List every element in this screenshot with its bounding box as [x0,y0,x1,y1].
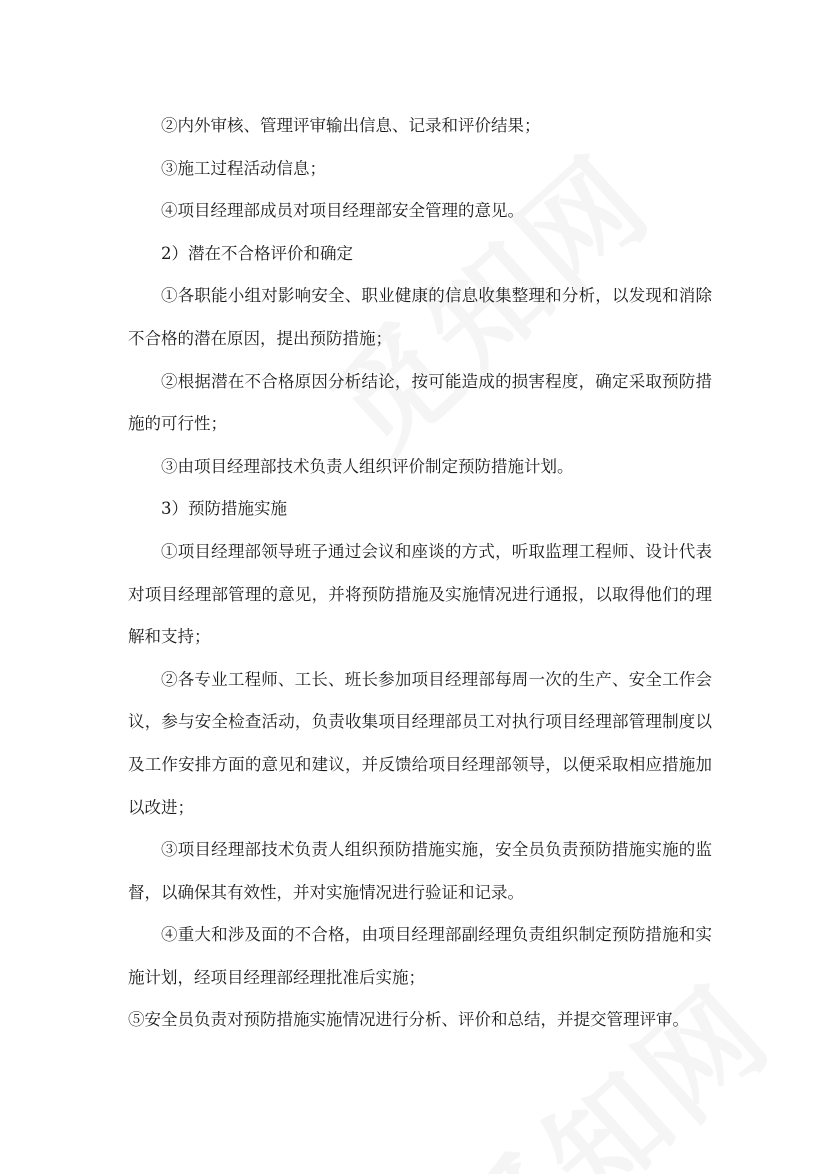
document-body [128,105,712,1042]
paragraph-member-opinions: ④项目经理部成员对项目经理部安全管理的意见。 [161,201,524,221]
paragraph-safety-officer-summary: ⑤安全员负责对预防措施实施情况进行分析、评价和总结，并提交管理评审。 [128,1010,689,1030]
paragraph-review-output: ②内外审核、管理评审输出信息、记录和评价结果； [161,116,541,135]
section-heading-implementation: 3）预防措施实施 [161,499,287,519]
paragraph-cause-analysis: ②根据潜在不合格原因分析结论，按可能造成的损害程度，确定采取预防措施的可行性； [128,371,712,434]
paragraph-construction-info: ③施工过程活动信息； [161,158,326,178]
paragraph-functional-groups: ①各职能小组对影响安全、职业健康的信息收集整理和分析，以发现和消除不合格的潜在原因，提出预防措施； [128,286,712,348]
section-heading-evaluation: 2）潜在不合格评价和确定 [161,243,353,263]
paragraph-major-nonconformity: ④重大和涉及面的不合格，由项目经理部副经理负责组织制定预防措施和实施计划，经项目经理部经理批准后实施； [128,925,712,987]
paragraph-leadership-meeting: ①项目经理部领导班子通过会议和座谈的方式，听取监理工程师、设计代表对项目经理部管理的意见，并将预防措施及实施情况进行通报，以取得他们的理解和支持； [128,541,712,647]
paragraph-technical-lead-plan: ③由项目经理部技术负责人组织评价制定预防措施计划。 [161,456,574,476]
paragraph-safety-supervision: ③项目经理部技术负责人组织预防措施实施，安全员负责预防措施实施的监督，以确保其有效性，并对实施情况进行验证和记录。 [128,840,712,902]
paragraph-engineers-feedback: ②各专业工程师、工长、班长参加项目经理部每周一次的生产、安全工作会议，参与安全检查活动，负责收集项目经理部员工对执行项目经理部管理制度以及工作安排方面的意见和建议，并反馈给项目经理部领导，以便采取相应措施加以改进； [128,669,712,817]
